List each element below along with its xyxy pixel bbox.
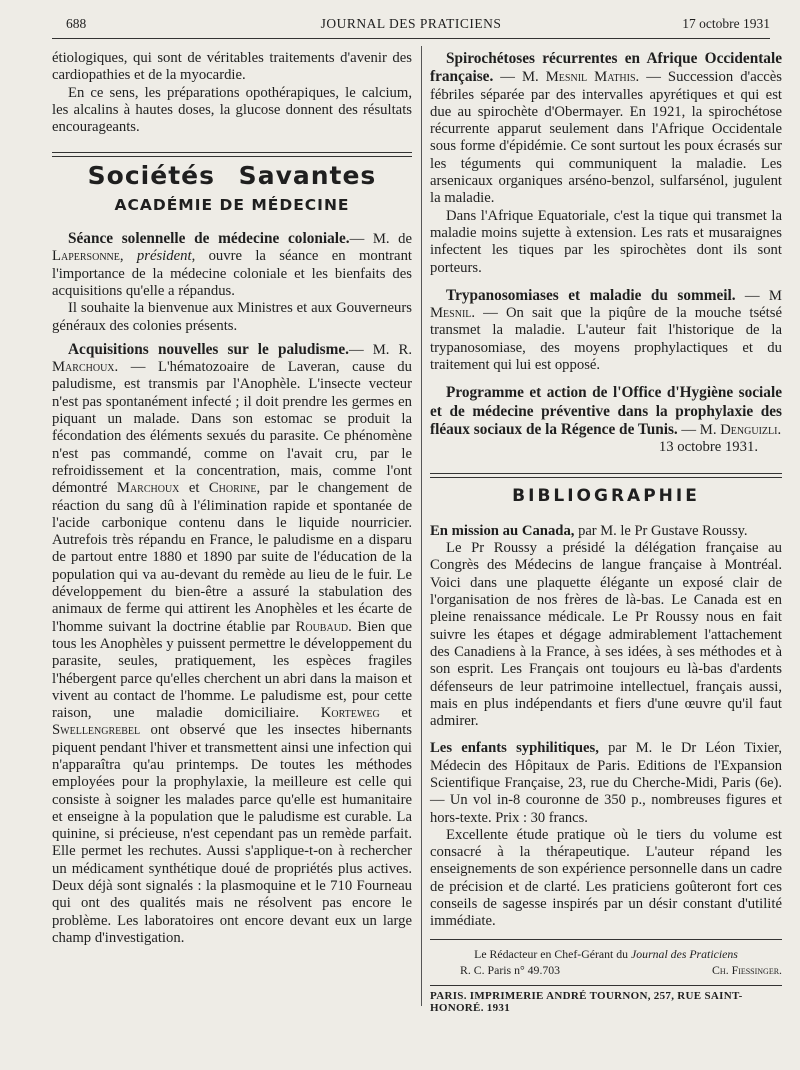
running-header xyxy=(52,16,770,38)
right-column xyxy=(430,50,782,978)
page-number: 688 xyxy=(66,16,87,31)
book-1-title: En mission au Canada, xyxy=(430,522,575,539)
spiro-title: Spirochétoses récurrentes en Afrique Occidentale française. xyxy=(430,50,782,86)
seance-article: Séance solennelle de médecine coloniale.— M. de Lapersonne, président, ouvre la séance en montrant l'importance de la médecine coloniale et les bienfaits des acquisitions qu'elle a répandus. xyxy=(52,230,412,299)
header-rule xyxy=(52,38,770,39)
programme-title: Programme et action de l'Office d'Hygiène sociale et de médecine préventive dans la prophylaxie des fléaux sociaux de la Régence de Tunis. xyxy=(430,384,782,438)
seance-paragraph-2: Il souhaite la bienvenue aux Ministres et aux Gouverneurs généraux des colonies présents. xyxy=(52,300,412,334)
book-1-heading: En mission au Canada, par M. le Pr Gustave Roussy. xyxy=(430,522,748,539)
intro-paragraph-2: En ce sens, les préparations opothérapiques, le calcium, les alcalins à hautes doses, la glucose donnent des résultats encourageants. xyxy=(52,84,412,136)
printer-line: PARIS. IMPRIMERIE ANDRÉ TOURNON, 257, RUE SAINT-HONORÉ. 1931 xyxy=(430,990,743,1014)
printer-rule xyxy=(430,985,782,986)
double-rule xyxy=(52,152,412,157)
footer-rule xyxy=(430,939,782,940)
registration-number: R. C. Paris n° 49.703 xyxy=(460,962,561,977)
programme-article: Programme et action de l'Office d'Hygiène sociale et de médecine préventive dans la prophylaxie des fléaux sociaux de la Régence de Tunis. — M. Denguizli. xyxy=(430,384,782,438)
left-column xyxy=(52,50,412,947)
section-title: Sociétés Savantes xyxy=(87,161,377,191)
paludisme-title: Acquisitions nouvelles sur le paludisme. xyxy=(68,340,349,358)
intro-paragraph: étiologiques, qui sont de véritables traitements d'avenir des cardiopathies et de la myocardie. xyxy=(52,50,412,84)
seance-title: Séance solennelle de médecine coloniale. xyxy=(68,230,350,248)
spiro-paragraph-2: Dans l'Afrique Equatoriale, c'est la tique qui transmet la maladie moins sujette à extension. Les rats et musaraignes infectent les tiques par les spirochètes dont ils sont porteurs. xyxy=(430,207,782,276)
bibliography-title: BIBLIOGRAPHIE xyxy=(512,485,700,506)
book-2-review: Excellente étude pratique où le tiers du volume est consacré à la thérapeutique. L'auteur répand les enseignements de son expérience personnelle dans un cadre de précision et de clarté. Les praticiens goûteront fort ces conseils de sagesse inspirés par un désir constant d'utilité immédiate. xyxy=(430,826,782,930)
book-2-title: Les enfants syphilitiques, xyxy=(430,740,599,757)
spiro-article: Spirochétoses récurrentes en Afrique Occidentale française. — M. Mesnil Mathis. — Succession d'accès fébriles séparée par des intervalles apyrétiques et qui est due au spirochète d'Obermayer. En 1921, la spirochétose récurrente apparut seulement dans l'Afrique Occidentale sous forme d'épidémie. Ce sont surtout les poux écrasés sur les téguments qui communiquent la maladie. Les arsenicaux organiques arséno-benzol, sulfarsénol, jugulent la maladie. xyxy=(430,50,782,207)
book-2-heading: Les enfants syphilitiques, par M. le Dr Léon Tixier, Médecin des Hôpitaux de Paris. Editions de l'Expansion Scientifique Française, 23, rue du Cherche-Midi, Paris (6e). — Un vol in-8 couronne de 350 p., nombreuses figures et hors-texte. Prix : 30 francs. xyxy=(430,740,782,826)
author-name: Lapersonne xyxy=(52,248,120,265)
signer-name: Ch. Fiessinger. xyxy=(712,962,782,977)
journal-title: JOURNAL DES PRATICIENS xyxy=(320,16,502,31)
paludisme-article: Acquisitions nouvelles sur le paludisme.— M. R. Marchoux. — L'hématozoaire de Laveran, cause du paludisme, est transmis par l'Anophèle. L'insecte vecteur n'est pas spontanément infecté ; il doit prendre les germes en piquant un malade. Dans son estomac se produit la fécondation des éléments sexués du parasite. Ce phénomène n'est pas commandé, comme on l'avait cru, par le refroidissement et la concentration, mais, comme l'ont démontré Marchoux et Chorine, par le changement de réaction du sang dû à l'élimination rapide et spontanée de l'acide carbonique contenu dans le liquide nourricier. Autrefois très répandu en France, le paludisme en a disparu de partout entre 1880 et 1890 par suite de l'éducation de la population qui va au-devant du remède au lieu de le fuir. Le développement du bien-être a assuré la stabulation des animaux de ferme qui attirent les Anophèles et les écarte de l'homme suivant la doctrine établie par Roubaud. Bien que tous les Anophèles y puissent permettre le développement du parasite, seules, pratiquement, les espèces fragiles l'hébergent parce qu'elles cherchent un abri dans la maison et vivent au contact de l'homme. Le paludisme est, pour cette raison, une maladie domiciliaire. Korteweg et Swellengrebel ont observé que les insectes hibernants piquent pendant l'hiver et transmettent ainsi une infection qui n'apparaîtra qu'au printemps. De toutes les méthodes employées pour la prophylaxie, la meilleure est celle qui consiste à soigner les malades parce qu'elle est humanitaire et enseigne à la population que le paludisme est curable. La quinine, si précieuse, n'est cependant pas un remède parfait. Elle permet les rechutes. Aussi s'applique-t-on à rechercher un médicament synthétique doué de propriétés plus actives. Deux déjà sont signalés : la plasmoquine et le 710 Fourneau qui ont des qualités mais ne résolvent pas encore le problème. Les laboratoires ont encore devant eux un large champ d'investigation. xyxy=(52,340,413,946)
double-rule xyxy=(430,473,782,478)
book-1-review: Le Pr Roussy a présidé la délégation française au Congrès des Médecins de langue française à Montréal. Voici dans une plaquette élégante un exposé clair de l'organisation de nos frères de là-bas. Le Canada est en pleine renaissance médicale. Le Pr Roussy nous en fait suivre les étapes et dégage admirablement l'attachement des Canadiens à la France, à ses idées, à ses méthodes et à son esprit. Les Français ont toujours eu là-bas d'ardents défenseurs de leur patrimoine intellectuel, français aussi, mais en plus indépendants et fiers d'une œuvre qu'il faut admirer. xyxy=(430,540,782,730)
trypano-article: Trypanosomiases et maladie du sommeil. — M Mesnil. — On sait que la piqûre de la mouche tsétsé transmet la maladie. L'auteur fait l'historique de la trypanosomiase, des moyens prophylactiques et du traitement qui lui est opposé. xyxy=(430,286,782,374)
editor-credit: Le Rédacteur en Chef-Gérant du Journal des Praticiens R. C. Paris n° 49.703 Ch. Fiessinger. xyxy=(430,946,782,978)
column-separator xyxy=(421,46,422,1006)
trypano-title: Trypanosomiases et maladie du sommeil. xyxy=(446,286,736,304)
issue-date: 17 octobre 1931 xyxy=(682,16,770,31)
programme-date: 13 octobre 1931. xyxy=(658,439,758,456)
subsection-title: ACADÉMIE DE MÉDECINE xyxy=(114,195,350,214)
